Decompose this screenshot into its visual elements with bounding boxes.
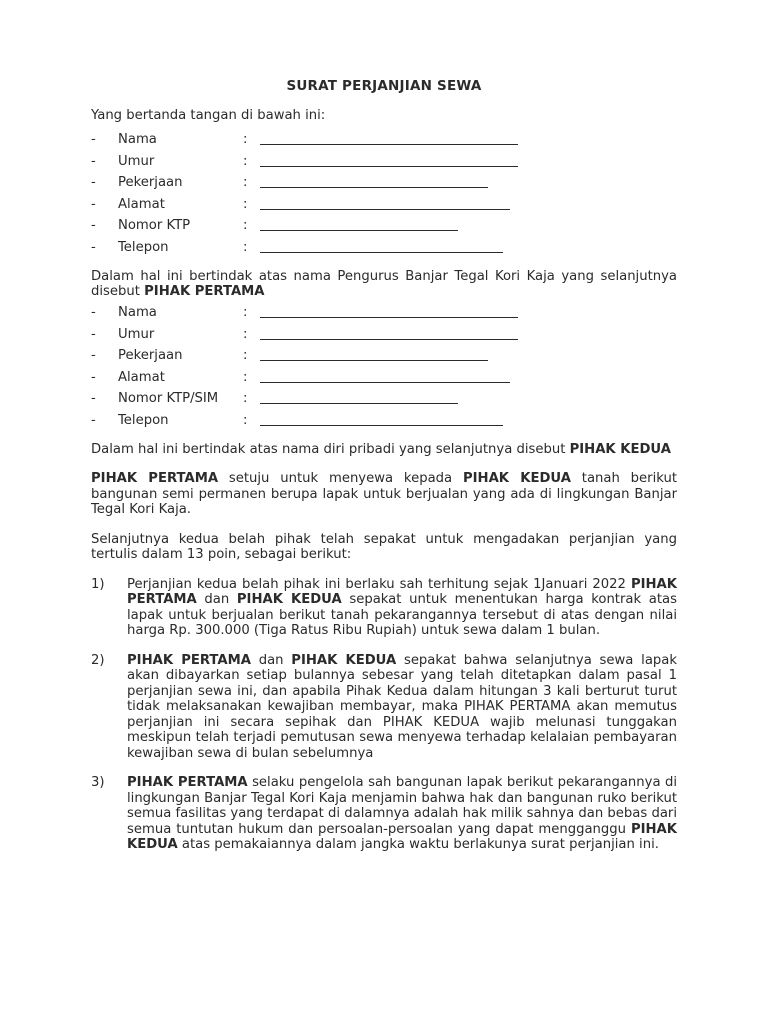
field-row-alamat bbox=[91, 192, 677, 214]
field-dash: - bbox=[91, 218, 96, 233]
fill-in-line bbox=[260, 131, 518, 145]
field-label: Pekerjaan bbox=[118, 175, 183, 190]
field-dash: - bbox=[91, 326, 96, 342]
field-dash: - bbox=[91, 348, 96, 363]
field-label: Nomor KTP bbox=[118, 218, 191, 233]
point-2 bbox=[91, 653, 677, 762]
field-colon: : bbox=[243, 305, 248, 320]
fill-in-line bbox=[260, 347, 488, 361]
point-text: atas pemakaiannya dalam jangka waktu berlakunya surat perjanjian ini. bbox=[177, 837, 659, 852]
field-label: Nama bbox=[118, 132, 157, 147]
field-colon: : bbox=[243, 348, 248, 363]
second-party-statement bbox=[91, 442, 677, 458]
first-party-statement bbox=[91, 269, 677, 300]
agreement-text: tanah berikut bangunan semi permanen berupa lapak untuk berjualan yang ada di lingkungan Banjar Tegal Kori Kaja. bbox=[91, 471, 678, 517]
statement-text: Dalam hal ini bertindak atas nama Pengurus Banjar Tegal Kori Kaja yang selanjutnya disebut bbox=[91, 268, 677, 299]
document-page bbox=[91, 78, 677, 853]
field-dash: - bbox=[91, 196, 96, 212]
second-party-fields bbox=[91, 301, 677, 430]
field-colon: : bbox=[243, 369, 248, 385]
agreement-text: setuju untuk menyewa kepada bbox=[218, 471, 463, 486]
field-dash: - bbox=[91, 391, 96, 406]
point-number: 3) bbox=[91, 775, 105, 790]
field-row-pekerjaan bbox=[91, 344, 677, 366]
point-number: 2) bbox=[91, 652, 105, 668]
field-row-telepon bbox=[91, 408, 677, 430]
first-party-fields bbox=[91, 128, 677, 257]
field-colon: : bbox=[243, 153, 248, 169]
point-body bbox=[127, 775, 677, 853]
field-dash: - bbox=[91, 153, 96, 169]
field-colon: : bbox=[243, 412, 248, 428]
field-dash: - bbox=[91, 305, 96, 320]
point-text: dan bbox=[196, 592, 237, 607]
point-body bbox=[127, 577, 677, 639]
party-name-bold: PIHAK KEDUA bbox=[127, 821, 677, 852]
field-row-umur bbox=[91, 322, 677, 344]
fill-in-line bbox=[260, 390, 458, 404]
field-dash: - bbox=[91, 369, 96, 385]
field-dash: - bbox=[91, 132, 96, 147]
document-title: SURAT PERJANJIAN SEWA bbox=[286, 78, 482, 94]
field-label: Telepon bbox=[118, 239, 169, 255]
point-text: sepakat untuk menentukan harga kontrak atas lapak untuk berjualan berikut tanah pekarangannya tersebut di atas dengan nilai harga Rp. 300.000 (Tiga Ratus Ribu Rupiah) untuk sewa dalam 1 bulan. bbox=[127, 592, 677, 638]
point-3 bbox=[91, 775, 677, 853]
intro-text: Yang bertanda tangan di bawah ini: bbox=[91, 108, 326, 123]
field-label: Alamat bbox=[118, 369, 165, 385]
fill-in-line bbox=[260, 196, 510, 210]
point-body bbox=[127, 653, 677, 762]
field-row-pekerjaan bbox=[91, 171, 677, 193]
field-dash: - bbox=[91, 239, 96, 255]
party-name-bold: PIHAK KEDUA bbox=[462, 471, 571, 486]
point-text: dan bbox=[250, 652, 292, 668]
fill-in-line bbox=[260, 412, 503, 426]
fill-in-line bbox=[260, 304, 518, 318]
fill-in-line bbox=[260, 153, 518, 167]
fill-in-line bbox=[260, 369, 510, 383]
fill-in-line bbox=[260, 174, 488, 188]
fill-in-line bbox=[260, 217, 458, 231]
field-label: Pekerjaan bbox=[118, 348, 183, 363]
field-label: Umur bbox=[118, 326, 155, 342]
field-dash: - bbox=[91, 412, 96, 428]
preamble-paragraph: Selanjutnya kedua belah pihak telah sepakat untuk mengadakan perjanjian yang tertulis dalam 13 poin, sebagai berikut: bbox=[91, 531, 677, 562]
field-colon: : bbox=[243, 132, 248, 147]
field-row-nomor-ktp bbox=[91, 214, 677, 236]
field-row-telepon bbox=[91, 235, 677, 257]
field-row-nomor-ktp-sim bbox=[91, 387, 677, 409]
field-dash: - bbox=[91, 175, 96, 190]
point-text: Perjanjian kedua belah pihak ini berlaku sah terhitung sejak 1Januari 2022 bbox=[127, 576, 631, 592]
fill-in-line bbox=[260, 239, 503, 253]
party-name-bold: PIHAK PERTAMA bbox=[91, 471, 219, 486]
field-colon: : bbox=[243, 239, 248, 255]
party-name-bold: PIHAK PERTAMA bbox=[127, 576, 677, 607]
statement-text: Dalam hal ini bertindak atas nama diri pribadi yang selanjutnya disebut bbox=[91, 441, 570, 457]
field-row-nama bbox=[91, 128, 677, 150]
point-number: 1) bbox=[91, 576, 105, 592]
field-row-alamat bbox=[91, 365, 677, 387]
field-colon: : bbox=[243, 326, 248, 342]
field-row-nama bbox=[91, 301, 677, 323]
party-name-bold: PIHAK KEDUA bbox=[291, 652, 397, 668]
party-name-bold: PIHAK KEDUA bbox=[569, 441, 671, 457]
field-label: Telepon bbox=[118, 412, 169, 428]
field-label: Nama bbox=[118, 305, 157, 320]
party-name-bold: PIHAK PERTAMA bbox=[144, 284, 265, 299]
field-label: Umur bbox=[118, 153, 155, 169]
field-row-umur bbox=[91, 149, 677, 171]
party-name-bold: PIHAK PERTAMA bbox=[127, 652, 251, 668]
party-name-bold: PIHAK KEDUA bbox=[236, 592, 342, 607]
field-colon: : bbox=[243, 196, 248, 212]
field-label: Alamat bbox=[118, 196, 165, 212]
fill-in-line bbox=[260, 326, 518, 340]
field-colon: : bbox=[243, 218, 248, 233]
party-name-bold: PIHAK PERTAMA bbox=[127, 775, 248, 790]
point-text: selaku pengelola sah bangunan lapak berikut pekarangannya di lingkungan Banjar Tegal Kori Kaja menjamin bahwa hak dan bangunan ruko berikut semua fasilitas yang terdapat di dalamnya adalah hak milik sahnya dan bebas dari semua tuntutan hukum dan persoalan-persoalan yang dapat mengganggu bbox=[127, 775, 677, 837]
field-colon: : bbox=[243, 175, 248, 190]
point-text: sepakat bahwa selanjutnya sewa lapak akan dibayarkan setiap bulannya sebesar yang telah ditetapkan dalam pasal 1 perjanjian sewa ini, dan apabila Pihak Kedua dalam hitungan 3 kali berturut turut tidak melaksanakan kewajiban membayar, maka PIHAK PERTAMA akan memutus perjanjian ini secara sepihak dan PIHAK KEDUA wajib melunasi tunggakan meskipun telah terjadi pemutusan sewa menyewa terhadap kelalaian pembayaran kewajiban sewa di bulan sebelumnya bbox=[127, 652, 677, 761]
agreement-paragraph bbox=[91, 471, 677, 518]
point-1 bbox=[91, 577, 677, 639]
field-colon: : bbox=[243, 391, 248, 406]
field-label: Nomor KTP/SIM bbox=[118, 391, 219, 406]
